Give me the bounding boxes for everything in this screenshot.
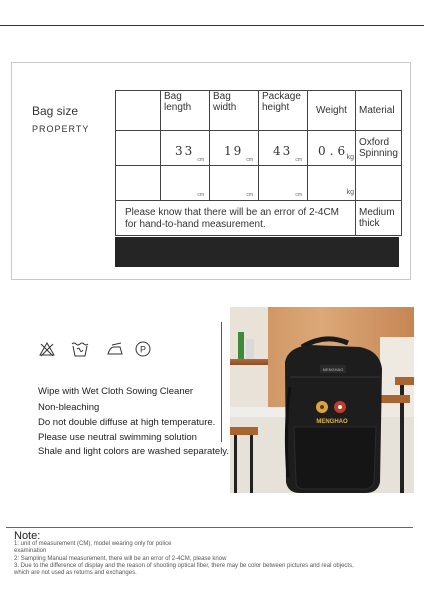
note-line-3: 3. Due to the difference of display and the reason of shooting optical fiber, there may be color between pictures and real objects, xyxy=(14,563,354,569)
bag-label-text: MENGHAO xyxy=(322,367,344,372)
empty-height-unit: cm xyxy=(295,192,302,198)
note-line-1: 1: unit of measurement (CM), model wearing only for police xyxy=(14,541,172,547)
height-value: 43 xyxy=(273,144,293,158)
length-unit: cm xyxy=(197,157,204,163)
hand-wash-icon xyxy=(70,340,88,358)
empty-height-cell xyxy=(259,166,308,201)
care-line-3: Do not double diffuse at high temperature. xyxy=(38,417,216,428)
ironing-icon xyxy=(106,340,124,358)
empty-width-cell xyxy=(210,166,259,201)
height-unit: cm xyxy=(295,157,302,163)
bag-brand-text: MENGHAO xyxy=(316,419,348,425)
weight-value: 0.6 xyxy=(318,144,350,158)
care-line-5: Shale and light colors are washed separately. xyxy=(38,446,229,457)
note-title: Note: xyxy=(14,530,41,542)
care-line-2: Non-bleaching xyxy=(38,402,100,413)
header-bag-width: Bag width xyxy=(210,91,259,131)
table-note-row xyxy=(116,201,402,236)
error-note: Please know that there will be an error of 2-4CM for hand-to-hand measurement. xyxy=(116,201,356,236)
cell-weight xyxy=(308,131,356,166)
header-material: Material xyxy=(356,91,402,131)
header-bag-length: Bag length xyxy=(161,91,210,131)
length-value: 33 xyxy=(175,144,195,158)
size-subtitle: PROPERTY xyxy=(32,124,90,134)
top-divider xyxy=(0,25,424,26)
row-label-cell xyxy=(116,131,161,166)
empty-length-unit: cm xyxy=(197,192,204,198)
table-header-row xyxy=(116,91,402,131)
bottom-divider xyxy=(6,527,413,528)
width-unit: cm xyxy=(246,157,253,163)
dry-clean-p-icon xyxy=(134,340,152,358)
product-photo xyxy=(230,307,414,493)
empty-label-cell xyxy=(116,166,161,201)
no-bleach-icon xyxy=(38,340,56,358)
table-empty-row xyxy=(116,166,402,201)
width-value: 19 xyxy=(224,144,244,158)
dark-footer-bar xyxy=(115,237,399,267)
empty-weight-cell xyxy=(308,166,356,201)
material-value: Oxford Spinning xyxy=(356,131,402,166)
empty-material-cell xyxy=(356,166,402,201)
note-line-2: 2: Sampling Manual measurement, there will be an error of 2-4CM, please know xyxy=(14,556,227,562)
svg-text:P: P xyxy=(139,344,147,355)
size-table xyxy=(115,90,402,236)
cell-length xyxy=(161,131,210,166)
cell-width xyxy=(210,131,259,166)
table-corner-cell xyxy=(116,91,161,131)
header-package-height: Package height xyxy=(259,91,308,131)
empty-length-cell xyxy=(161,166,210,201)
empty-width-unit: cm xyxy=(246,192,253,198)
care-divider xyxy=(221,322,222,442)
care-line-4: Please use neutral swimming solution xyxy=(38,432,197,443)
care-line-1: Wipe with Wet Cloth Sowing Cleaner xyxy=(38,386,194,397)
empty-weight-unit: kg xyxy=(346,189,354,196)
note-line-1b: examination xyxy=(14,548,47,554)
thickness-value: Medium thick xyxy=(356,201,402,236)
weight-unit: kg xyxy=(346,154,354,161)
cell-height xyxy=(259,131,308,166)
size-title: Bag size xyxy=(32,104,79,118)
note-line-3b: which are not used as returns and exchanges. xyxy=(14,570,137,576)
table-values-row xyxy=(116,131,402,166)
header-weight: Weight xyxy=(308,91,356,131)
